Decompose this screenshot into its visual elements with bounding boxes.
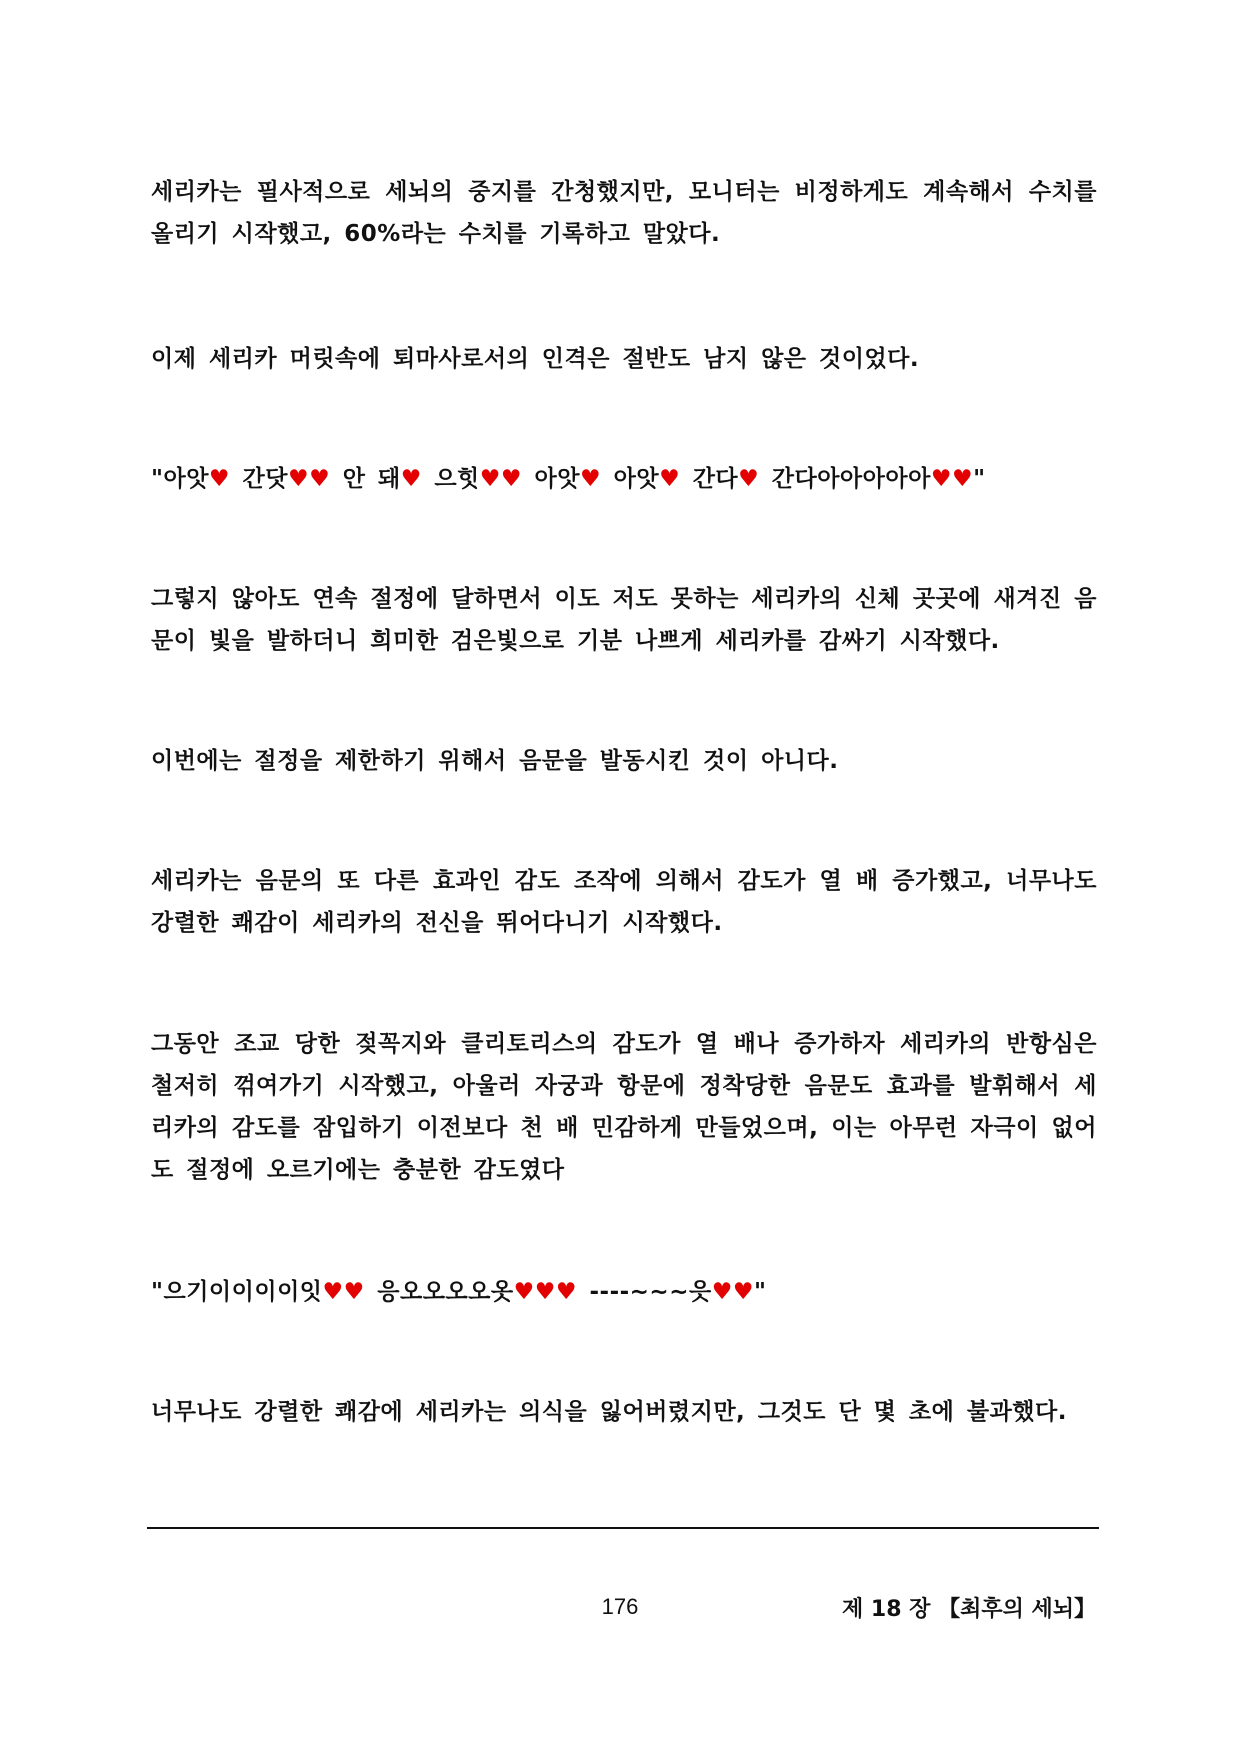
- heart-icon: ♥: [479, 466, 501, 492]
- dialogue-line: "으기이이이이잇♥♥ 응오오오오옷♥♥♥ ----~~~읏♥♥": [151, 1279, 767, 1305]
- paragraph: 그동안 조교 당한 젖꼭지와 클리토리스의 감도가 열 배나 증가하자 세리카의 반항심은 철저히 꺾여가기 시작했고, 아울러 자궁과 항문에 정착당한 음문도 효과를 발휘해서 세리카의 감도를 잠입하기 이전보다 천 배 민감하게 만들었으며, 이는 아무런 자극이 없어도 절정에 오르기에는 충분한 감도였다: [151, 1031, 1097, 1183]
- heart-icon: ♥: [732, 1279, 754, 1305]
- dialogue-line: "아앗♥ 간닷♥♥ 안 돼♥ 으힛♥♥ 아앗♥ 아앗♥ 간다♥ 간다아아아아아♥♥": [151, 466, 986, 492]
- heart-icon: ♥: [951, 466, 974, 492]
- chapter-title: 제 18 장 【최후의 세뇌】: [841, 1597, 1096, 1622]
- heart-icon: ♥: [513, 1279, 535, 1305]
- heart-icon: ♥: [659, 466, 681, 492]
- heart-icon: ♥: [208, 466, 231, 492]
- page-number: 176: [601, 1594, 639, 1619]
- heart-icon: ♥: [500, 466, 523, 492]
- heart-icon: ♥: [930, 466, 952, 492]
- heart-icon: ♥: [288, 466, 310, 492]
- heart-icon: ♥: [711, 1279, 733, 1305]
- heart-icon: ♥: [738, 466, 760, 492]
- heart-icon: ♥: [579, 466, 602, 492]
- paragraph: 이번에는 절정을 제한하기 위해서 음문을 발동시킨 것이 아니다.: [151, 748, 839, 774]
- footer-divider: [147, 1527, 1099, 1529]
- paragraph: 세리카는 필사적으로 세뇌의 중지를 간청했지만, 모니터는 비정하게도 계속해서 수치를 올리기 시작했고, 60%라는 수치를 기록하고 말았다.: [151, 179, 1097, 247]
- paragraph: 이제 세리카 머릿속에 퇴마사로서의 인격은 절반도 남지 않은 것이었다.: [151, 346, 920, 372]
- paragraph: 그렇지 않아도 연속 절정에 달하면서 이도 저도 못하는 세리카의 신체 곳곳에 새겨진 음문이 빛을 발하더니 희미한 검은빛으로 기분 나쁘게 세리카를 감싸기 시작했다.: [151, 586, 1097, 654]
- heart-icon: ♥: [322, 1279, 344, 1305]
- paragraph: 너무나도 강렬한 쾌감에 세리카는 의식을 잃어버렸지만, 그것도 단 몇 초에 불과했다.: [151, 1399, 1067, 1425]
- heart-icon: ♥: [343, 1279, 365, 1305]
- paragraph: 세리카는 음문의 또 다른 효과인 감도 조작에 의해서 감도가 열 배 증가했고, 너무나도 강렬한 쾌감이 세리카의 전신을 뛰어다니기 시작했다.: [151, 868, 1097, 936]
- heart-icon: ♥: [309, 466, 331, 492]
- heart-icon: ♥: [400, 466, 422, 492]
- heart-icon: ♥: [555, 1279, 577, 1305]
- heart-icon: ♥: [534, 1279, 556, 1305]
